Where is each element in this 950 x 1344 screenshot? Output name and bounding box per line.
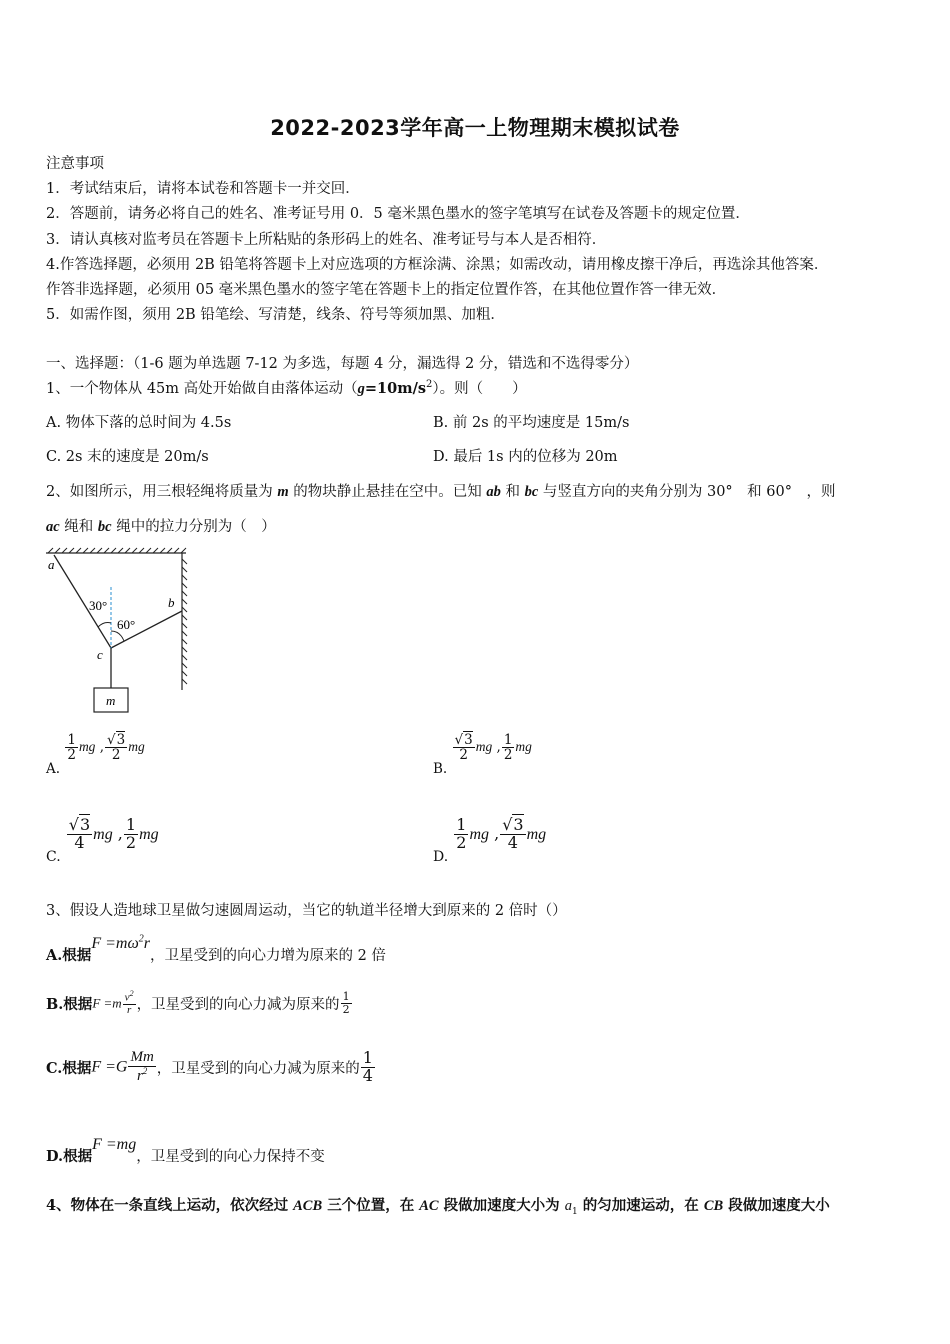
question-2-option-d: D. $\frac{1}{2}$ mg , $\frac{√3}{4}$ mg bbox=[433, 815, 547, 865]
notice-heading: 注意事项 bbox=[46, 156, 104, 172]
question-2-stem-line1: 2、如图所示，用三根轻绳将质量为 m 的物块静止悬挂在空中。已知 ab 和 bc 与竖直方向的夹角分别为 30° 和 60° ，则 bbox=[46, 484, 836, 500]
question-3-option-c: C.根据F =G $\frac{Mm}{r^2}$ ，卫星受到的向心力减为原来的 $\frac{1}{4}$ bbox=[46, 1048, 373, 1085]
question-3-option-d: D.根据F =mg，卫星受到的向心力保持不变 bbox=[46, 1136, 325, 1165]
page-title: 2022-2023学年高一上物理期末模拟试卷 bbox=[270, 116, 680, 140]
notice-item: 4.作答选择题，必须用 2B 铅笔将答题卡上对应选项的方框涂满、涂黑；如需改动，请用橡皮擦干净后，再选涂其他答案． bbox=[46, 257, 829, 273]
notice-item: 5．如需作图，须用 2B 铅笔绘、写清楚，线条、符号等须加黑、加粗． bbox=[46, 307, 505, 323]
question-1-stem: 1、一个物体从 45m 高处开始做自由落体运动$(g=10m/s^2)$。则（ ） bbox=[46, 379, 527, 397]
question-3-option-a: A.根据$F =m\omega^2r$，卫星受到的向心力增为原来的 2 倍 bbox=[46, 933, 386, 964]
rope-diagram bbox=[40, 545, 200, 720]
question-1-option-c: C. 2s 末的速度是 20m/s bbox=[46, 449, 209, 465]
question-1-option-a: A. 物体下落的总时间为 4.5s bbox=[46, 415, 232, 431]
label-c: c bbox=[97, 647, 103, 662]
question-4-stem: 4、物体在一条直线上运动，依次经过 ACB 三个位置，在 AC 段做加速度大小为 $a_1$ 的匀加速运动，在 CB 段做加速度大小 bbox=[46, 1197, 830, 1217]
question-2-option-b: B. $\frac{√3}{2}$ mg , $\frac{1}{2}$ mg bbox=[433, 732, 532, 778]
notice-item: 2．答题前，请务必将自己的姓名、准考证号用 0．5 毫米黑色墨水的签字笔填写在试卷及答题卡的规定位置． bbox=[46, 206, 750, 222]
question-1-option-d: D. 最后 1s 内的位移为 20m bbox=[433, 449, 618, 465]
notice-item: 1．考试结束后，请将本试卷和答题卡一并交回． bbox=[46, 181, 360, 197]
question-2-option-a: A. $\frac{1}{2}$ mg , $\frac{√3}{2}$ mg bbox=[46, 732, 145, 778]
question-1-option-b: B. 前 2s 的平均速度是 15m/s bbox=[433, 415, 630, 431]
question-3-stem: 3、假设人造地球卫星做匀速圆周运动，当它的轨道半径增大到原来的 2 倍时（） bbox=[46, 903, 567, 919]
question-2-option-c: C. $\frac{√3}{4}$ mg , $\frac{1}{2}$ mg bbox=[46, 815, 159, 865]
notice-item: 作答非选择题，必须用 05 毫米黑色墨水的签字笔在答题卡上的指定位置作答，在其他位置作答一律无效． bbox=[46, 282, 727, 298]
angle-30-label: 30° bbox=[89, 598, 108, 613]
section-heading: 一、选择题：（1-6 题为单选题 7-12 为多选，每题 4 分，漏选得 2 分，错选和不选得零分） bbox=[46, 356, 639, 372]
angle-60-label: 60° bbox=[117, 617, 136, 632]
notice-item: 3．请认真核对监考员在答题卡上所粘贴的条形码上的姓名、准考证号与本人是否相符． bbox=[46, 232, 607, 248]
label-a: a bbox=[48, 557, 55, 572]
label-b: b bbox=[168, 595, 175, 610]
label-m: m bbox=[106, 693, 116, 708]
question-2-stem-line2: ac 绳和 bc 绳中的拉力分别为（ ） bbox=[46, 519, 276, 535]
question-3-option-b: B.根据F =m $\frac{v^2}{r}$ ，卫星受到的向心力减为原来的 $\frac{1}{2}$ bbox=[46, 989, 350, 1017]
